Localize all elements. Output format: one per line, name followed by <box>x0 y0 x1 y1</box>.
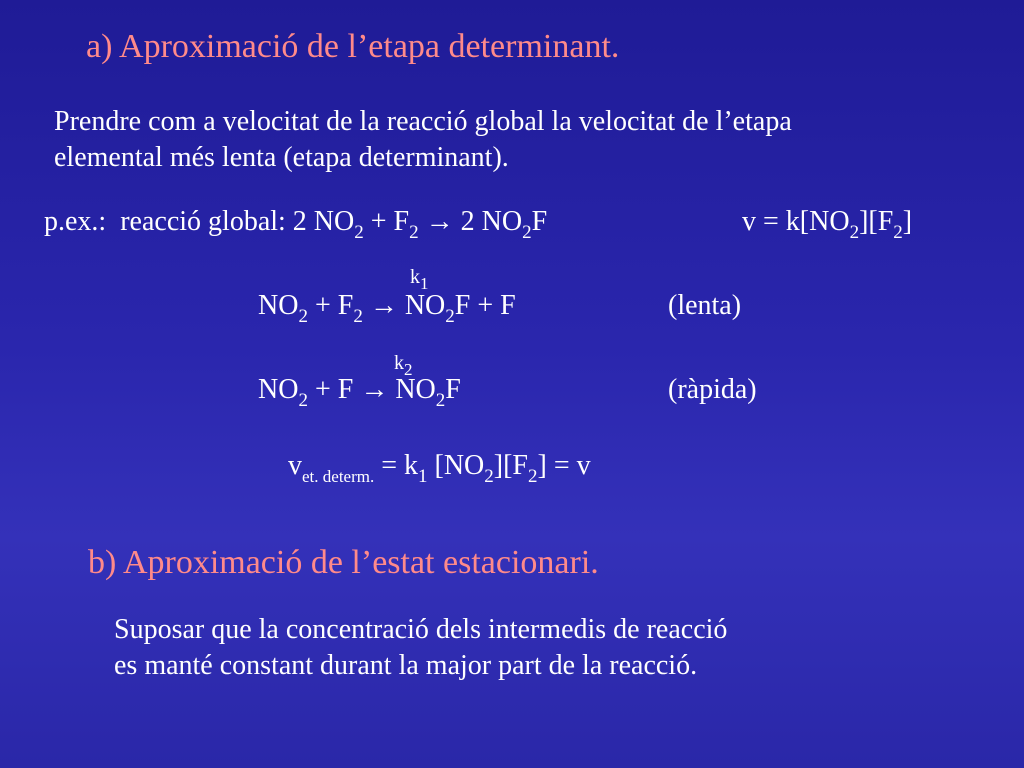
example-prefix: p.ex.: <box>44 206 107 237</box>
subscript: 2 <box>528 466 538 487</box>
rate-constant-k2 <box>394 352 413 379</box>
section-a-text <box>54 104 792 176</box>
subscript: 1 <box>418 466 428 487</box>
rate-law-text: ][F <box>859 206 894 237</box>
rate-law-text: ] <box>902 206 913 237</box>
rate-text: v <box>288 450 302 481</box>
k-label: k <box>394 352 404 374</box>
rate-law-text: v = k[NO <box>742 206 850 237</box>
subscript: 2 <box>298 390 308 411</box>
global-reaction-text: → 2 NO <box>418 206 523 237</box>
section-a-title: a) Aproximació de l’etapa determinant. <box>86 28 620 65</box>
step-1-reaction <box>258 290 516 327</box>
section-a-line-1: Prendre com a velocitat de la reacció global la velocitat de l’etapa <box>54 106 792 137</box>
rate-text: ] = v <box>537 450 591 481</box>
rate-constant-k1 <box>410 266 429 293</box>
subscript: 2 <box>435 390 446 411</box>
step-2-note: (ràpida) <box>668 374 757 405</box>
global-rate-law <box>742 206 913 243</box>
subscript: et. determ. <box>302 467 375 486</box>
subscript: 2 <box>354 222 364 243</box>
subscript: 2 <box>353 306 363 327</box>
subscript: 2 <box>849 222 860 243</box>
step-text: + F <box>307 290 354 321</box>
global-reaction-text: reacció global: 2 NO <box>120 206 355 237</box>
section-b-line-1: Suposar que la concentració dels intermedis de reacció <box>114 614 728 645</box>
subscript: 2 <box>298 306 308 327</box>
section-a-line-2: elemental més lenta (etapa determinant). <box>54 142 509 173</box>
subscript: 2 <box>445 306 455 327</box>
subscript: 2 <box>404 360 413 379</box>
step-text: NO <box>258 374 299 405</box>
step-text: NO <box>258 290 299 321</box>
rate-text: ][F <box>493 450 529 481</box>
rate-text: = k <box>374 450 419 481</box>
rate-text: [NO <box>427 450 485 481</box>
subscript: 2 <box>893 222 903 243</box>
step-2-reaction <box>258 374 461 411</box>
subscript: 2 <box>522 222 532 243</box>
global-reaction-text: + F <box>363 206 410 237</box>
section-b-line-2: es manté constant durant la major part de la reacció. <box>114 650 698 681</box>
global-reaction-text: F <box>531 206 548 237</box>
step-text: + F → NO <box>307 374 436 405</box>
subscript: 2 <box>484 466 494 487</box>
determining-step-rate <box>288 450 591 487</box>
section-b-title: b) Aproximació de l’estat estacionari. <box>88 544 599 581</box>
step-text: → NO <box>362 290 446 321</box>
step-text: F <box>445 374 461 405</box>
k-label: k <box>410 266 420 288</box>
section-b-text <box>114 612 727 684</box>
subscript: 2 <box>409 222 419 243</box>
step-text: F + F <box>454 290 516 321</box>
example-global-reaction <box>44 206 548 243</box>
step-1-note: (lenta) <box>668 290 742 321</box>
subscript: 1 <box>420 274 429 293</box>
